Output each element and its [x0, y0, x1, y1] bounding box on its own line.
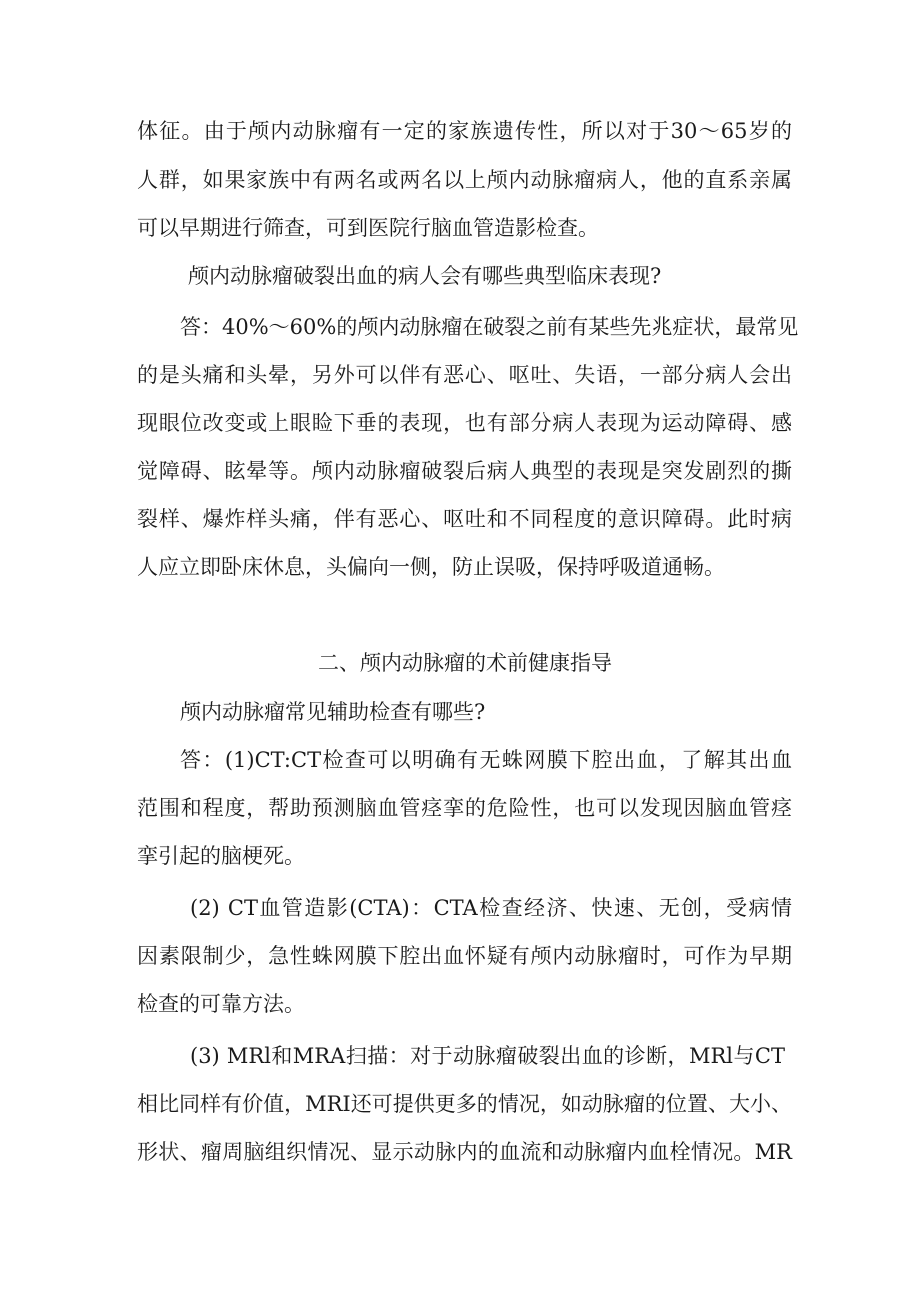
answer-line: 觉障碍、眩晕等。颅内动脉瘤破裂后病人典型的表现是突发剧烈的撕 — [137, 459, 792, 483]
answer-line: (2) CT血管造影(CTA)：CTA检查经济、快速、无创，受病情 — [190, 896, 792, 920]
answer-line: 范围和程度，帮助预测脑血管痉挛的危险性，也可以发现因脑血管痉 — [137, 796, 792, 820]
paragraph-line: 人群，如果家族中有两名或两名以上颅内动脉瘤病人，他的直系亲属 — [137, 168, 792, 192]
answer-line: 答：40%～60%的颅内动脉瘤在破裂之前有某些先兆症状，最常见 — [180, 315, 799, 339]
question-text: 颅内动脉瘤破裂出血的病人会有哪些典型临床表现? — [188, 264, 662, 288]
answer-line: 检查的可靠方法。 — [137, 992, 305, 1016]
answer-line: 裂样、爆炸样头痛，伴有恶心、呕吐和不同程度的意识障碍。此时病 — [137, 507, 792, 531]
question-text: 颅内动脉瘤常见辅助检查有哪些? — [180, 700, 486, 724]
answer-line: (3) MRl和MRA扫描：对于动脉瘤破裂出血的诊断，MRl与CT — [190, 1044, 785, 1068]
section-heading: 二、颅内动脉瘤的术前健康指导 — [318, 651, 612, 675]
answer-line: 人应立即卧床休息，头偏向一侧，防止误吸，保持呼吸道通畅。 — [137, 555, 725, 579]
paragraph-line: 体征。由于颅内动脉瘤有一定的家族遗传性，所以对于30～65岁的 — [137, 119, 792, 143]
answer-line: 形状、瘤周脑组织情况、显示动脉内的血流和动脉瘤内血栓情况。MR — [137, 1140, 792, 1164]
answer-line: 答：(1)CT:CT检查可以明确有无蛛网膜下腔出血，了解其出血 — [180, 748, 792, 772]
paragraph-line: 可以早期进行筛查，可到医院行脑血管造影检查。 — [137, 216, 599, 240]
answer-line: 相比同样有价值，MRI还可提供更多的情况，如动脉瘤的位置、大小、 — [137, 1092, 792, 1116]
answer-line: 现眼位改变或上眼睑下垂的表现，也有部分病人表现为运动障碍、感 — [137, 411, 792, 435]
answer-line: 挛引起的脑梗死。 — [137, 844, 305, 868]
answer-line: 因素限制少，急性蛛网膜下腔出血怀疑有颅内动脉瘤时，可作为早期 — [137, 944, 792, 968]
answer-line: 的是头痛和头晕，另外可以伴有恶心、呕吐、失语，一部分病人会出 — [137, 363, 792, 387]
